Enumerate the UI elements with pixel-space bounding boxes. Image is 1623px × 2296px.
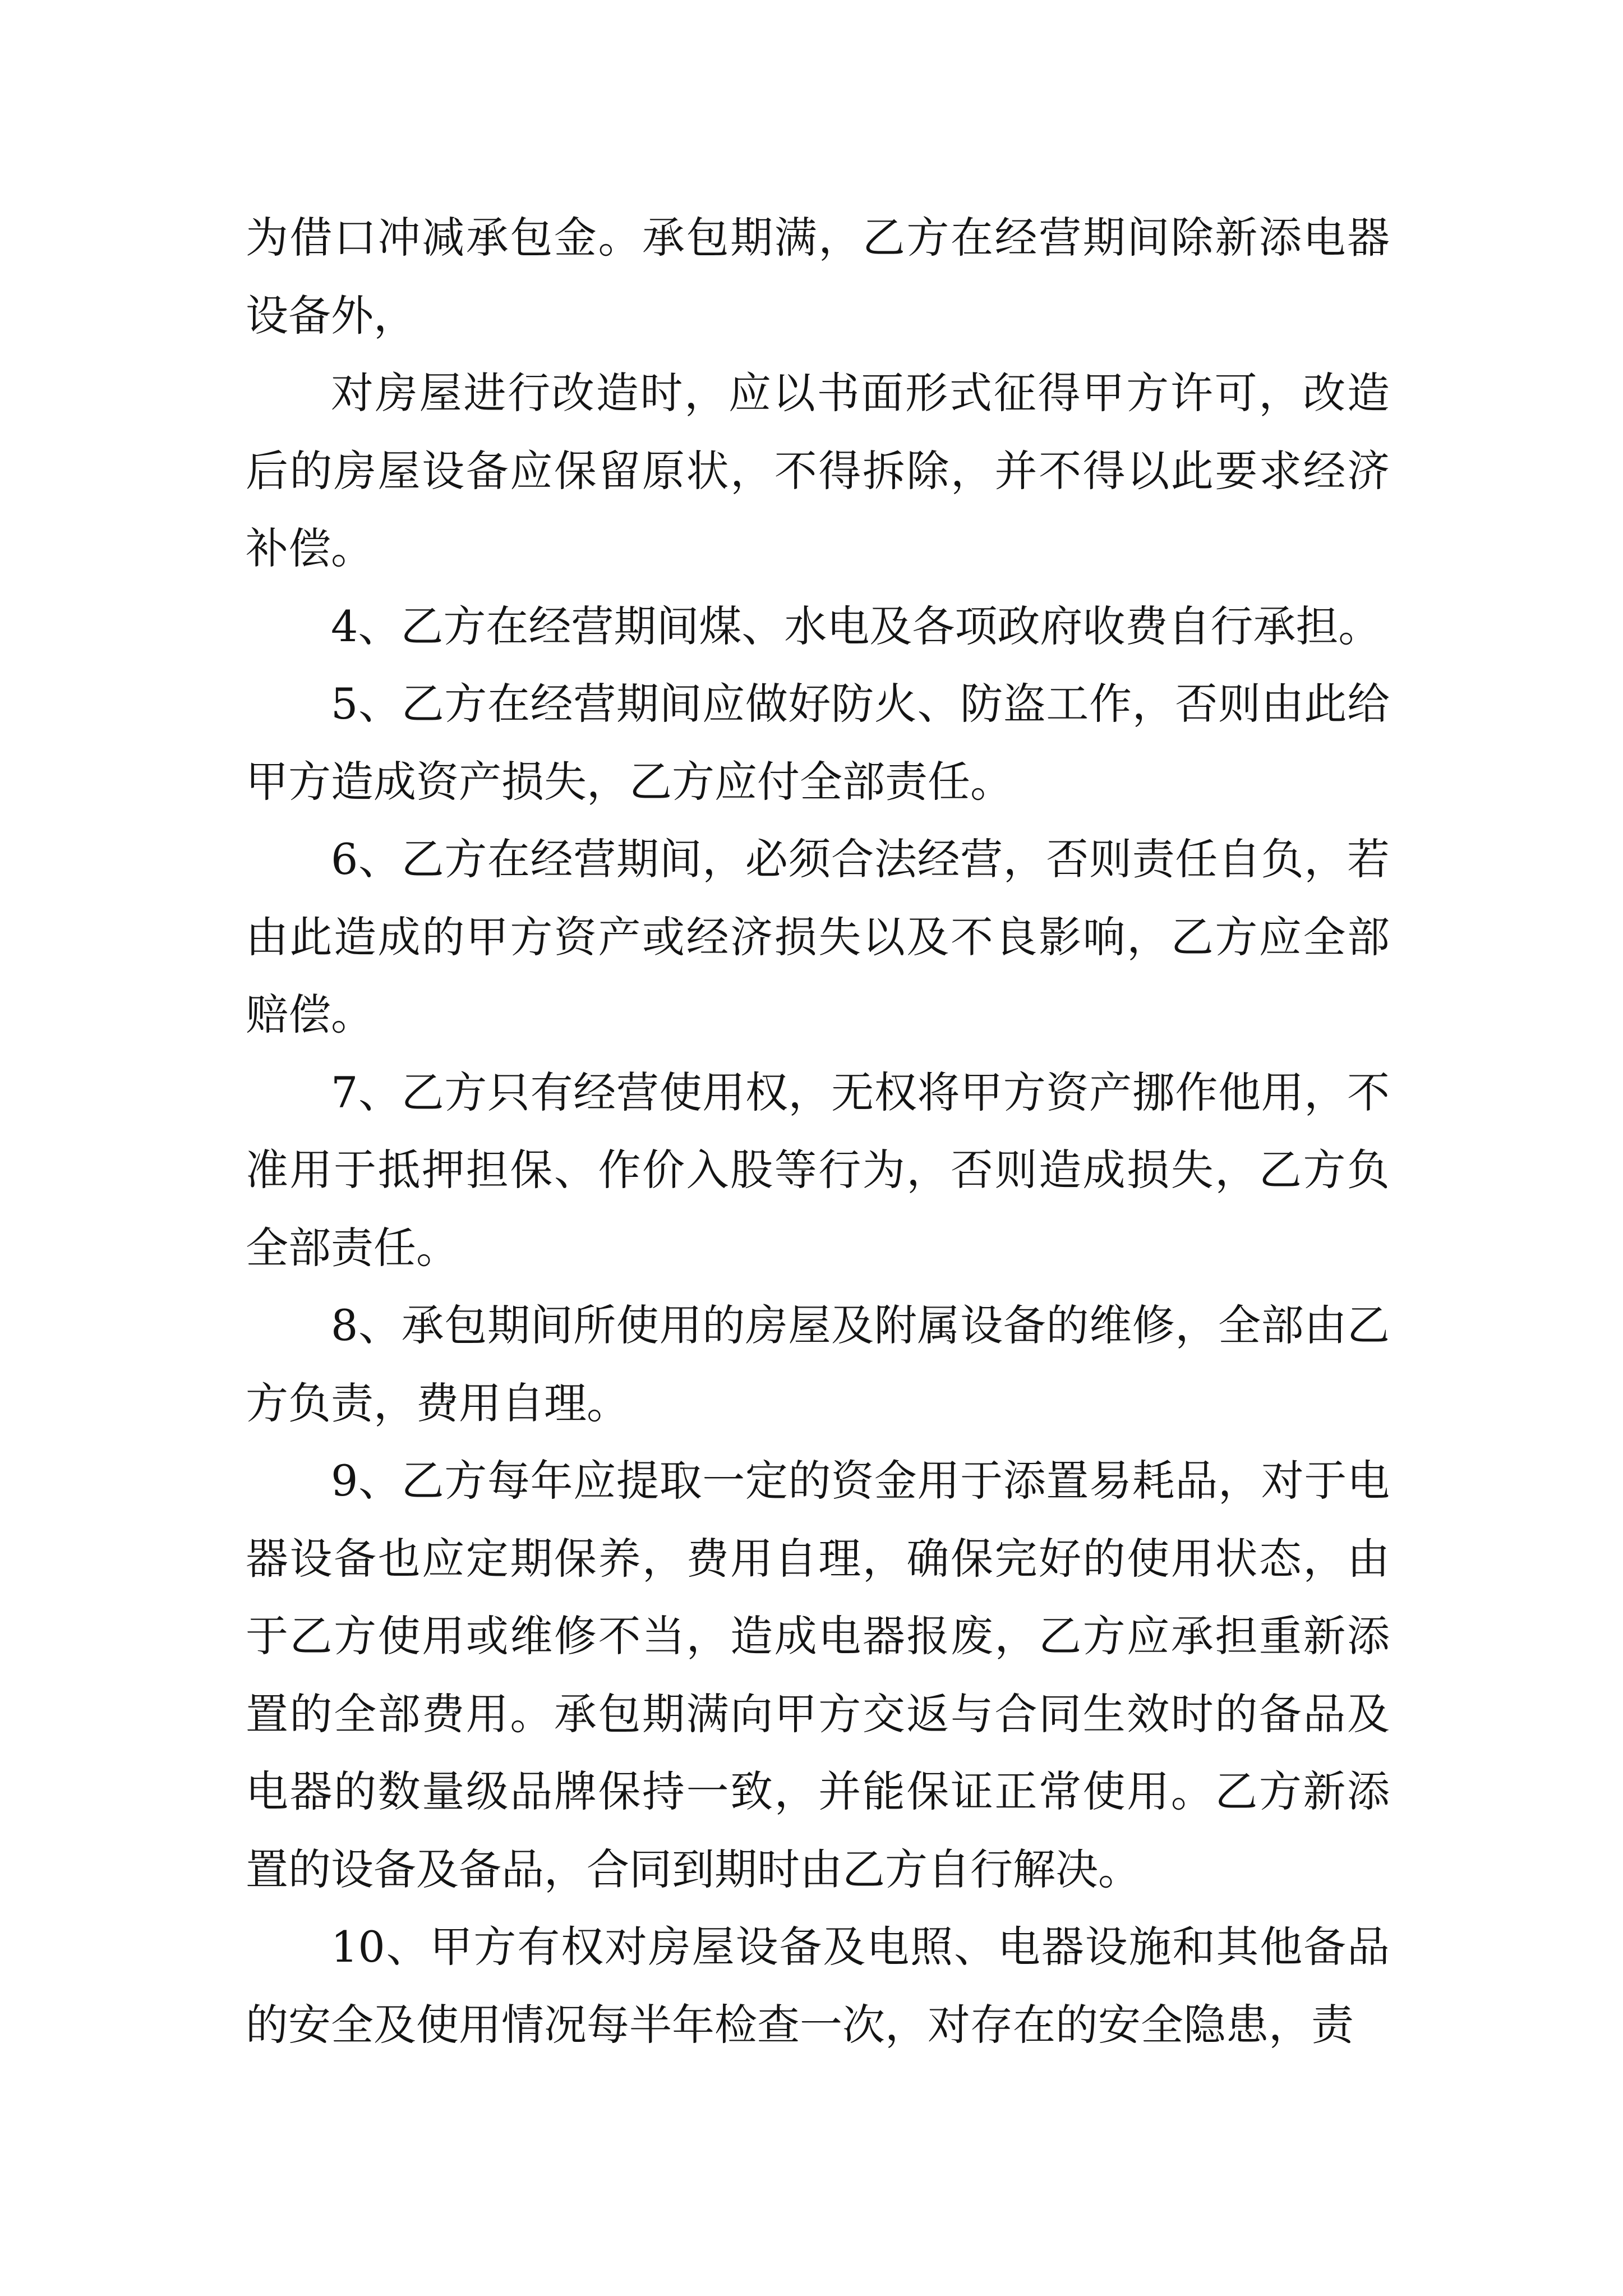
clause-4: 4、乙方在经营期间煤、水电及各项政府收费自行承担。 — [331, 601, 1381, 651]
paragraph-renovation: 对房屋进行改造时，应以书面形式征得甲方许可，改造后的房屋设备应保留原状，不得拆除，并不得以此要求经济补偿。 — [246, 368, 1390, 573]
clause-5: 5、乙方在经营期间应做好防火、防盗工作，否则由此给甲方造成资产损失，乙方应付全部责任。 — [246, 679, 1390, 807]
clause-10: 10、甲方有权对房屋设备及电照、电器设施和其他备品的安全及使用情况每半年检查一次，对存在的安全隐患，责 — [246, 1922, 1390, 2050]
clause-8: 8、承包期间所使用的房屋及附属设备的维修，全部由乙方负责，费用自理。 — [246, 1300, 1390, 1428]
contract-body — [246, 199, 1390, 2064]
clause-7: 7、乙方只有经营使用权，无权将甲方资产挪作他用，不准用于抵押担保、作价入股等行为，否则造成损失，乙方负全部责任。 — [246, 1067, 1390, 1273]
clause-6: 6、乙方在经营期间，必须合法经营，否则责任自负，若由此造成的甲方资产或经济损失以及不良影响，乙方应全部赔偿。 — [246, 834, 1390, 1039]
clause-9: 9、乙方每年应提取一定的资金用于添置易耗品，对于电器设备也应定期保养，费用自理，确保完好的使用状态，由于乙方使用或维修不当，造成电器报废，乙方应承担重新添置的全部费用。承包期满向甲方交返与合同生效时的备品及电器的数量级品牌保持一致，并能保证正常使用。乙方新添置的设备及备品，合同到期时由乙方自行解决。 — [246, 1456, 1390, 1894]
paragraph-continuation: 为借口冲减承包金。承包期满，乙方在经营期间除新添电器设备外， — [246, 213, 1390, 341]
